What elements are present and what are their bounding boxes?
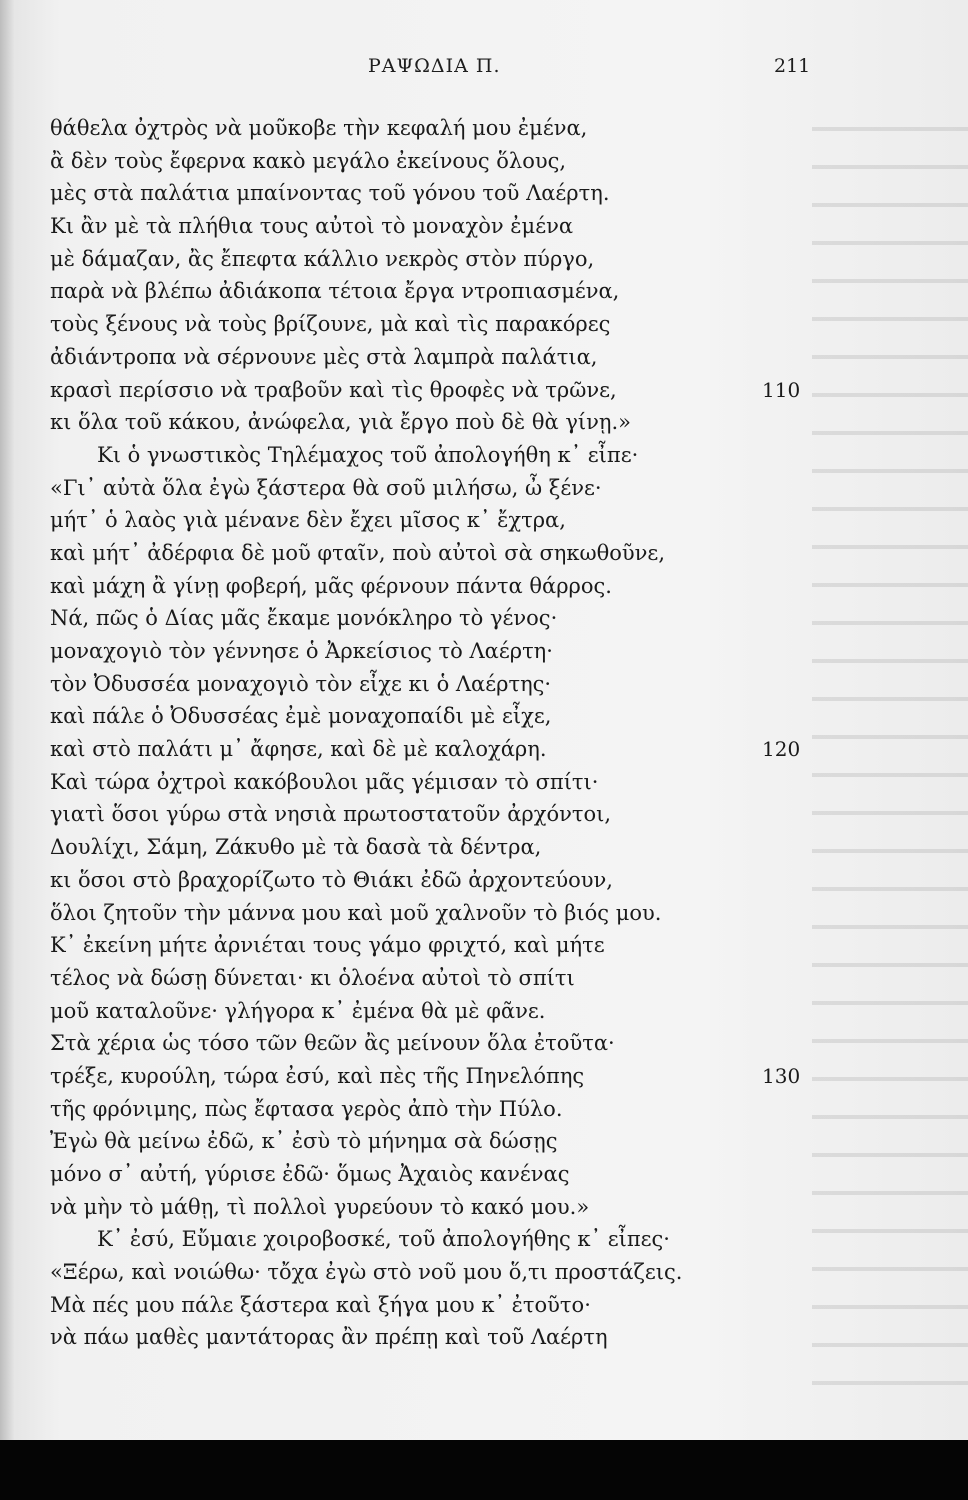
verse-text: μόνο σ᾿ αὐτή, γύρισε ἐδῶ· ὅμως Ἀχαιὸς κανένας <box>50 1162 570 1186</box>
verse-text: μήτ᾿ ὁ λαὸς γιὰ μένανε δὲν ἔχει μῖσος κ᾿ ἔχτρα, <box>50 508 566 533</box>
verse-text: τρέξε, κυρούλη, τώρα ἐσύ, καὶ πὲς τῆς Πηνελόπης <box>50 1063 585 1088</box>
line-number: 130 <box>762 1063 801 1088</box>
verse-line <box>0 1191 968 1224</box>
verse-line <box>0 962 968 995</box>
verse-text: καὶ μήτ᾿ ἀδέρφια δὲ μοῦ φταῖν, ποὺ αὐτοὶ σὰ σηκωθοῦνε, <box>50 540 665 565</box>
verse-line <box>0 275 968 308</box>
verse-line <box>0 439 968 472</box>
verse-line <box>0 406 968 439</box>
verse-line <box>0 995 968 1028</box>
verse-text: κρασὶ περίσσιο νὰ τραβοῦν καὶ τὶς θροφὲς νὰ τρῶνε, <box>50 377 617 402</box>
page-number: 211 <box>774 55 811 77</box>
verse-line <box>0 1223 968 1256</box>
verse-line <box>0 145 968 178</box>
verse-text: καὶ πάλε ὁ Ὀδυσσέας ἐμὲ μοναχοπαίδι μὲ εἶχε, <box>50 704 552 729</box>
verse-text: Κ᾿ ἐσύ, Εὔμαιε χοιροβοσκέ, τοῦ ἀπολογήθης κ᾿ εἶπες· <box>97 1227 670 1252</box>
verse-line <box>0 243 968 276</box>
verse-line <box>0 537 968 570</box>
verse-text: κι ὅσοι στὸ βραχορίζωτο τὸ Θιάκι ἐδῶ ἀρχοντεύουν, <box>50 867 613 892</box>
verse-text: μὲ δάμαζαν, ἂς ἔπεφτα κάλλιο νεκρὸς στὸν πύργο, <box>50 246 595 271</box>
verse-line <box>0 112 968 145</box>
verse-text: γιατὶ ὅσοι γύρω στὰ νησιὰ πρωτοστατοῦν ἀρχόντοι, <box>50 802 612 827</box>
line-number: 110 <box>762 377 801 402</box>
verse-line <box>0 1321 968 1354</box>
verse-text: Κι ἂν μὲ τὰ πλήθια τους αὐτοὶ τὸ μοναχὸν ἐμένα <box>50 214 574 239</box>
verse-line <box>0 341 968 374</box>
verse-line <box>0 570 968 603</box>
verse-text: καὶ στὸ παλάτι μ᾿ ἄφησε, καὶ δὲ μὲ καλοχάρη. <box>50 737 547 762</box>
verse-line <box>0 1027 968 1060</box>
verse-text: τῆς φρόνιμης, πὼς ἔφτασα γερὸς ἀπὸ τὴν Πύλο. <box>50 1096 563 1121</box>
verse-text: Στὰ χέρια ὡς τόσο τῶν θεῶν ἂς μείνουν ὅλα ἐτοῦτα· <box>50 1031 615 1056</box>
verse-line <box>0 472 968 505</box>
verse-text: νὰ μὴν τὸ μάθῃ, τὶ πολλοὶ γυρεύουν τὸ κακό μου.» <box>50 1194 590 1219</box>
verse-line <box>0 929 968 962</box>
verse-line <box>0 504 968 537</box>
verse-line <box>0 1125 968 1158</box>
verse-line <box>0 602 968 635</box>
poem-text <box>0 112 968 1354</box>
verse-text: Κ᾿ ἐκείνη μήτε ἀρνιέται τους γάμο φριχτό, καὶ μήτε <box>50 933 605 958</box>
verse-line <box>0 1256 968 1289</box>
verse-line <box>0 1060 968 1093</box>
verse-line <box>0 766 968 799</box>
verse-line <box>0 733 968 766</box>
verse-text: μὲς στὰ παλάτια μπαίνοντας τοῦ γόνου τοῦ Λαέρτη. <box>50 181 610 206</box>
verse-text: «Ξέρω, καὶ νοιώθω· τὄχα ἐγὼ στὸ νοῦ μου ὅ,τι προστάζεις. <box>50 1260 683 1285</box>
verse-line <box>0 1158 968 1191</box>
page-header <box>0 55 968 85</box>
verse-text: «Γι᾿ αὐτὰ ὅλα ἐγὼ ξάστερα θὰ σοῦ μιλήσω, ὦ ξένε· <box>50 475 602 500</box>
verse-line <box>0 1289 968 1322</box>
verse-text: Μὰ πές μου πάλε ξάστερα καὶ ξήγα μου κ᾿ ἐτοῦτο· <box>50 1292 591 1317</box>
verse-line <box>0 1093 968 1126</box>
verse-text: ἀδιάντροπα νὰ σέρνουνε μὲς στὰ λαμπρὰ παλάτια, <box>50 344 598 369</box>
verse-text: παρὰ νὰ βλέπω ἀδιάκοπα τέτοια ἔργα ντροπιασμένα, <box>50 279 620 304</box>
verse-line <box>0 864 968 897</box>
verse-text: ὅλοι ζητοῦν τὴν μάννα μου καὶ μοῦ χαλνοῦν τὸ βιός μου. <box>50 900 662 925</box>
verse-line <box>0 700 968 733</box>
verse-text: μοῦ καταλοῦνε· γλήγορα κ᾿ ἐμένα θὰ μὲ φᾶνε. <box>50 998 546 1023</box>
verse-text: μοναχογιὸ τὸν γέννησε ὁ Ἀρκείσιος τὸ Λαέρτη· <box>50 639 553 663</box>
verse-text: Ἐγὼ θὰ μείνω ἐδῶ, κ᾿ ἐσὺ τὸ μήνημα σὰ δώσῃς <box>50 1129 558 1154</box>
line-number: 120 <box>762 737 801 762</box>
verse-text: Κι ὁ γνωστικὸς Τηλέμαχος τοῦ ἀπολογήθη κ᾿ εἶπε· <box>97 442 639 467</box>
verse-text: κι ὅλα τοῦ κάκου, ἀνώφελα, γιὰ ἔργο ποὺ δὲ θὰ γίνῃ.» <box>50 410 631 435</box>
verse-line <box>0 210 968 243</box>
verse-text: τοὺς ξένους νὰ τοὺς βρίζουνε, μὰ καὶ τὶς παρακόρες <box>50 312 611 337</box>
verse-line <box>0 308 968 341</box>
verse-text: τὸν Ὀδυσσέα μοναχογιὸ τὸν εἶχε κι ὁ Λαέρτης· <box>50 671 552 696</box>
verse-line <box>0 374 968 407</box>
verse-text: Νά, πῶς ὁ Δίας μᾶς ἔκαμε μονόκληρο τὸ γένος· <box>50 606 558 631</box>
verse-line <box>0 798 968 831</box>
scan-border <box>0 1440 968 1500</box>
verse-text: Καὶ τώρα ὀχτροὶ κακόβουλοι μᾶς γέμισαν τὸ σπίτι· <box>50 769 599 794</box>
verse-text: ἂ δὲν τοὺς ἔφερνα κακὸ μεγάλο ἐκείνους ὅλους, <box>50 148 567 173</box>
verse-text: Δουλίχι, Σάμη, Ζάκυθο μὲ τὰ δασὰ τὰ δέντρα, <box>50 835 542 860</box>
verse-line <box>0 897 968 930</box>
verse-line <box>0 635 968 668</box>
verse-text: καὶ μάχη ἂ γίνῃ φοβερή, μᾶς φέρνουν πάντα θάρρος. <box>50 573 612 598</box>
verse-text: θάθελα ὀχτρὸς νὰ μοῦκοβε τὴν κεφαλή μου ἐμένα, <box>50 116 588 140</box>
verse-text: τέλος νὰ δώσῃ δύνεται· κι ὁλοένα αὐτοὶ τὸ σπίτι <box>50 965 575 990</box>
verse-line <box>0 831 968 864</box>
verse-text: νὰ πάω μαθὲς μαντάτορας ἂν πρέπῃ καὶ τοῦ Λαέρτη <box>50 1325 608 1350</box>
verse-line <box>0 668 968 701</box>
verse-line <box>0 177 968 210</box>
running-title: ΡΑΨΩΔΙΑ Π. <box>368 55 501 77</box>
